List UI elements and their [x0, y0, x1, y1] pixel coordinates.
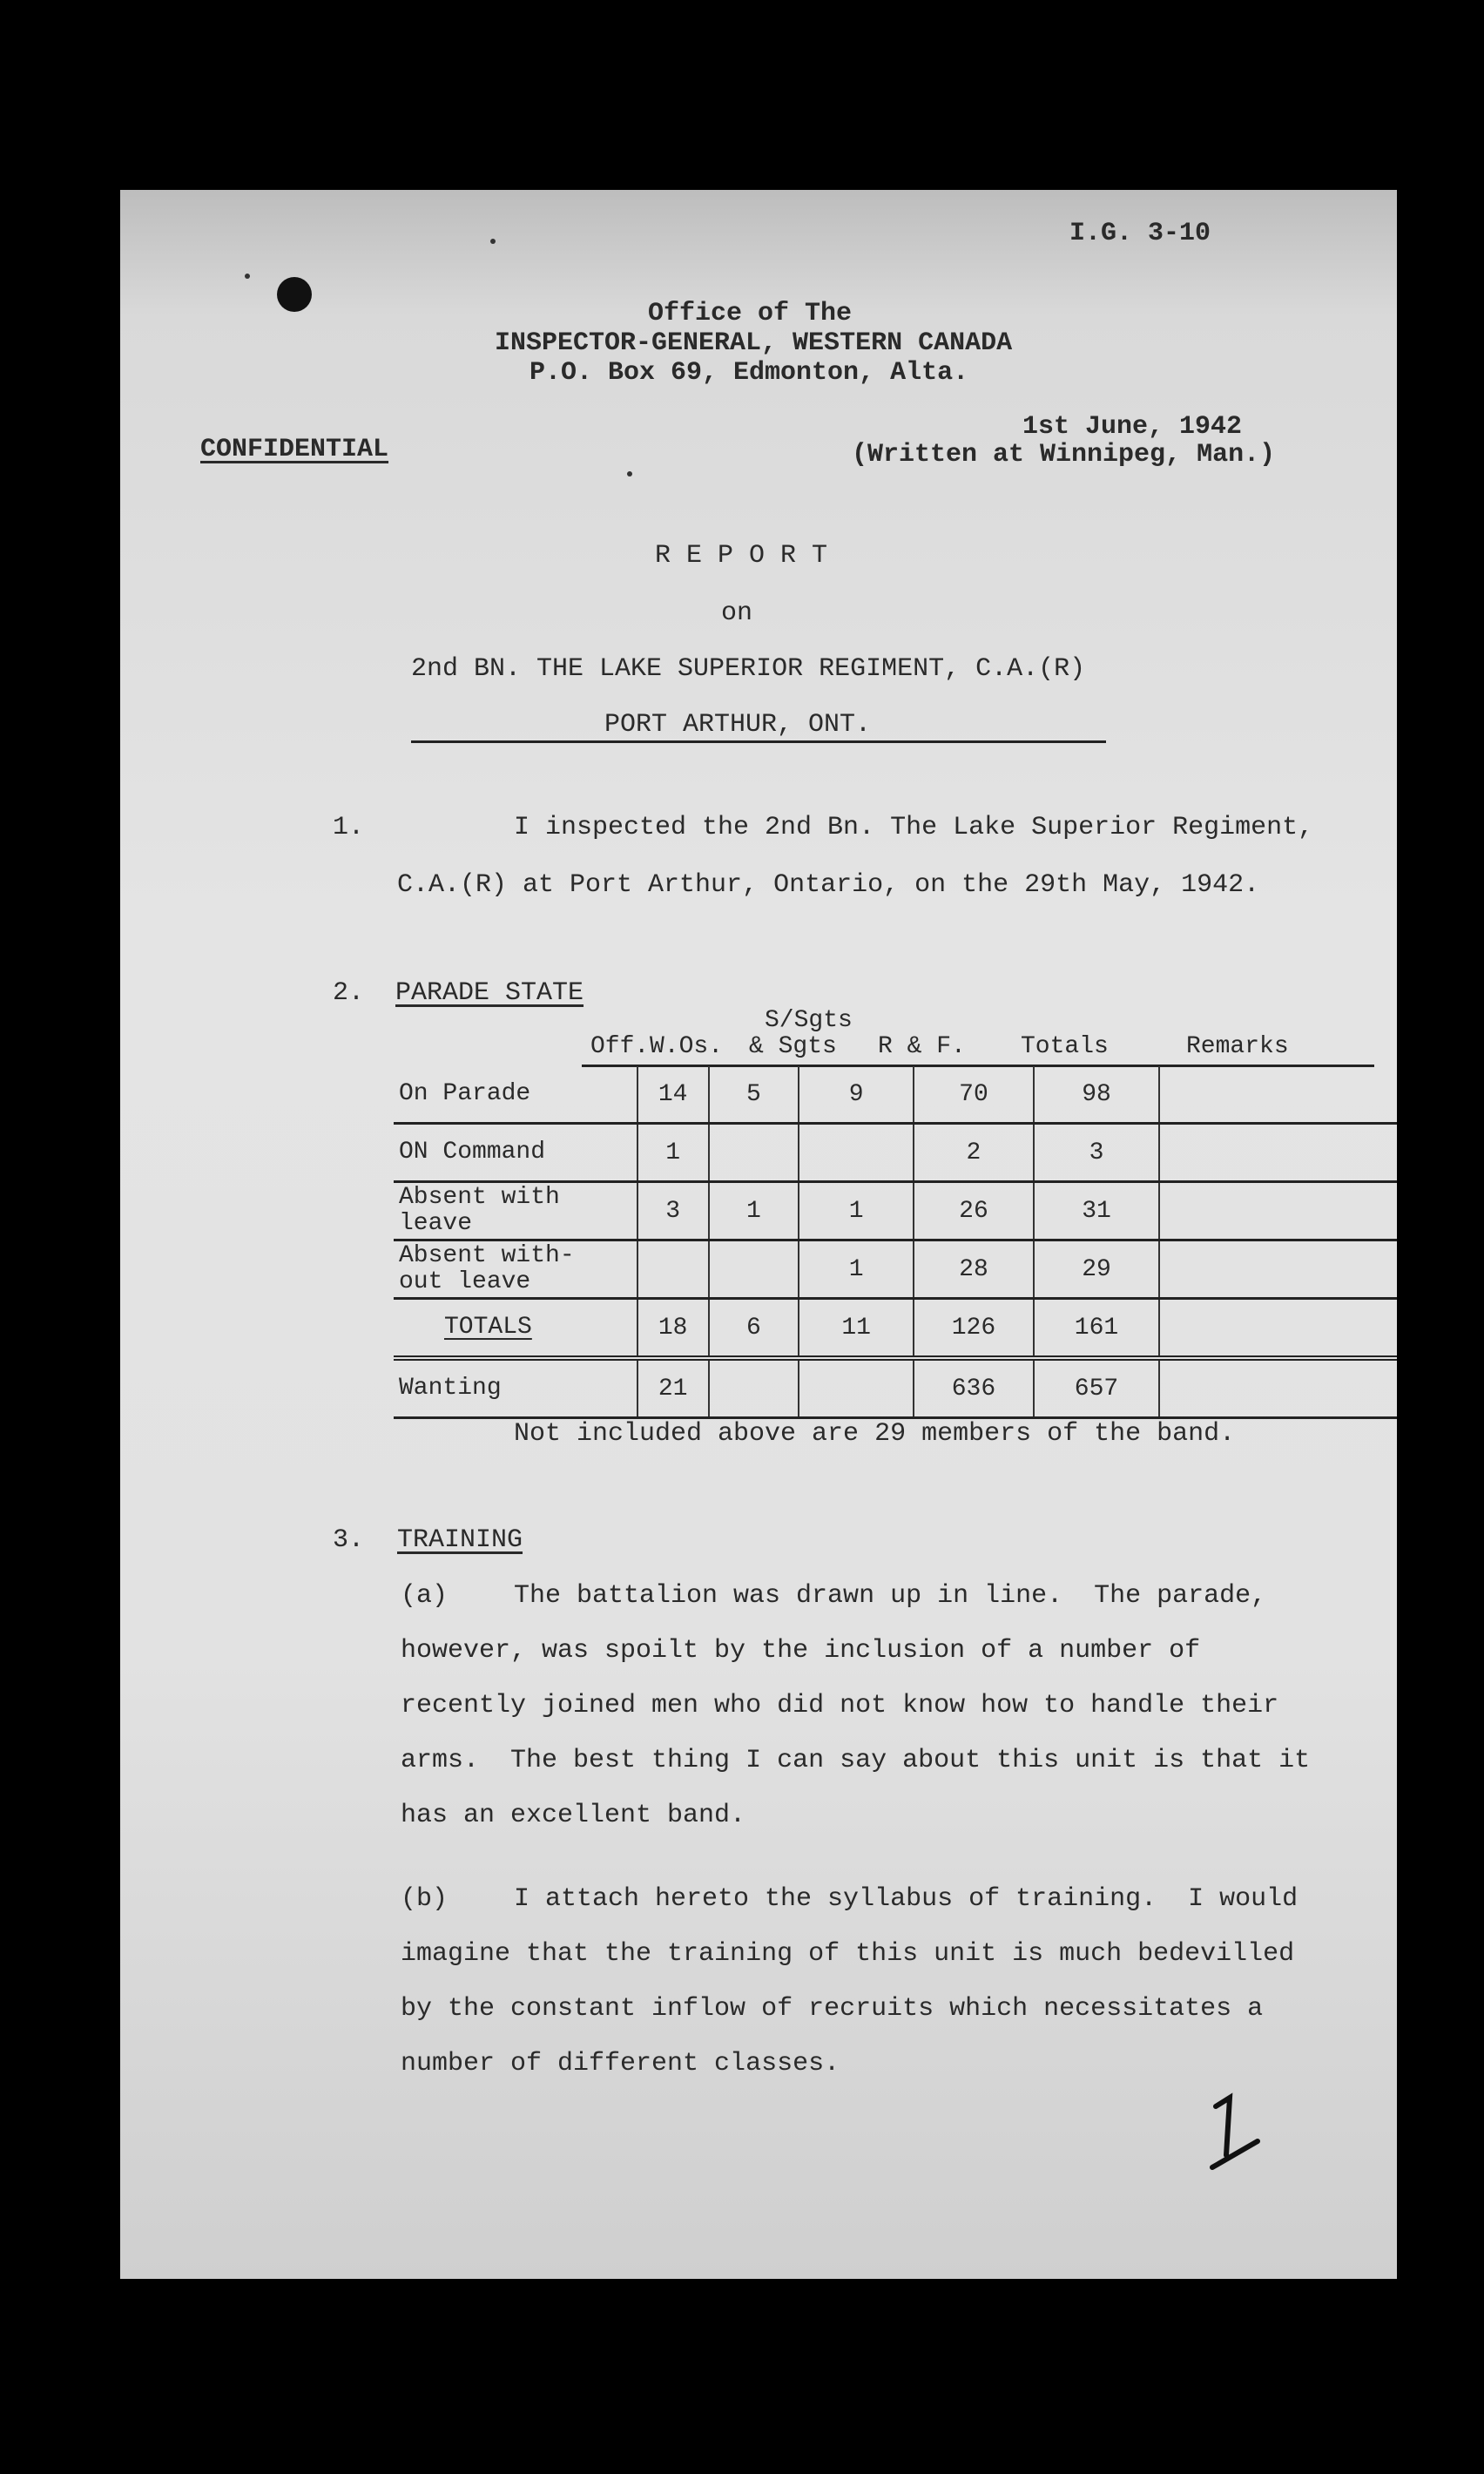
para-a-line: arms. The best thing I can say about this unit is that it: [401, 1746, 1311, 1775]
report-date: 1st June, 1942: [1022, 412, 1243, 442]
cell-wos: 5: [709, 1066, 799, 1124]
unit-name: 2nd BN. THE LAKE SUPERIOR REGIMENT, C.A.(R): [411, 654, 1086, 684]
cell-rf: 126: [914, 1299, 1033, 1359]
totals-label: TOTALS: [444, 1314, 532, 1341]
cell-remarks: [1159, 1299, 1397, 1359]
section-1-number: 1.: [333, 813, 365, 842]
written-at: (Written at Winnipeg, Man.): [852, 440, 1276, 470]
col-header-totals: Totals: [1021, 1033, 1109, 1060]
cell-totals: 31: [1034, 1182, 1160, 1240]
col-header-remarks: Remarks: [1186, 1033, 1289, 1060]
para-b-line: I attach hereto the syllabus of training. I would: [514, 1884, 1298, 1914]
cell-sgts: 11: [799, 1299, 914, 1359]
cell-off: 21: [637, 1358, 709, 1418]
office-line-2: INSPECTOR-GENERAL, WESTERN CANADA: [495, 328, 1013, 358]
row-label: Absent with leave: [394, 1182, 637, 1240]
table-row-totals: [394, 1299, 1397, 1359]
punch-hole: [277, 277, 312, 312]
cell-totals: 98: [1034, 1066, 1160, 1124]
cell-wos: 1: [709, 1182, 799, 1240]
ink-speck: [490, 239, 496, 244]
cell-remarks: [1159, 1358, 1397, 1418]
cell-remarks: [1159, 1124, 1397, 1182]
cell-sgts: [799, 1124, 914, 1182]
col-header-off: Off.: [590, 1033, 650, 1060]
col-header-sgts-bottom: & Sgts: [749, 1033, 837, 1060]
ink-speck: [245, 274, 250, 279]
cell-remarks: [1159, 1182, 1397, 1240]
cell-rf: 2: [914, 1124, 1033, 1182]
row-label: Absent with- out leave: [394, 1240, 637, 1299]
section-3-number: 3.: [333, 1525, 365, 1555]
section-1-line-2: C.A.(R) at Port Arthur, Ontario, on the 29th May, 1942.: [397, 870, 1260, 900]
para-b-line: by the constant inflow of recruits which necessitates a: [401, 1994, 1264, 2024]
cell-wos: 6: [709, 1299, 799, 1359]
cell-sgts: 9: [799, 1066, 914, 1124]
para-a-line: recently joined men who did not know how to handle their: [401, 1691, 1279, 1720]
cell-rf: 636: [914, 1358, 1033, 1418]
para-b-line: imagine that the training of this unit is much bedevilled: [401, 1939, 1295, 1969]
office-line-1: Office of The: [648, 299, 853, 328]
report-title: R E P O R T: [655, 541, 828, 571]
cell-off: 18: [637, 1299, 709, 1359]
table-row: [394, 1240, 1397, 1299]
cell-remarks: [1159, 1066, 1397, 1124]
report-on: on: [721, 598, 753, 628]
col-header-sgts-top: S/Sgts: [765, 1007, 853, 1034]
training-heading: TRAINING: [397, 1525, 523, 1555]
table-row: [394, 1066, 1397, 1124]
unit-location: PORT ARTHUR, ONT.: [604, 710, 872, 740]
para-b-line: number of different classes.: [401, 2049, 840, 2079]
row-label: [394, 1299, 637, 1359]
table-row: [394, 1124, 1397, 1182]
cell-totals: 657: [1034, 1358, 1160, 1418]
ink-speck: [627, 471, 632, 477]
cell-off: [637, 1240, 709, 1299]
reference-number: I.G. 3-10: [1069, 219, 1211, 248]
cell-wos: [709, 1124, 799, 1182]
document-page: [120, 190, 1397, 2279]
section-1-line-1: I inspected the 2nd Bn. The Lake Superior Regiment,: [514, 813, 1314, 842]
cell-totals: 3: [1034, 1124, 1160, 1182]
parade-state-table: [394, 1066, 1397, 1419]
section-2-number: 2.: [333, 978, 365, 1008]
cell-sgts: 1: [799, 1240, 914, 1299]
cell-totals: 161: [1034, 1299, 1160, 1359]
col-header-rf: R & F.: [878, 1033, 966, 1060]
title-underline: [411, 740, 1106, 743]
row-label: ON Command: [394, 1124, 637, 1182]
col-header-wos: W.Os.: [650, 1033, 724, 1060]
confidential-label: CONFIDENTIAL: [200, 435, 389, 464]
cell-off: 14: [637, 1066, 709, 1124]
cell-rf: 70: [914, 1066, 1033, 1124]
row-label: Wanting: [394, 1358, 637, 1418]
para-a-label: (a): [401, 1581, 449, 1611]
table-row: [394, 1358, 1397, 1418]
cell-off: 1: [637, 1124, 709, 1182]
cell-off: 3: [637, 1182, 709, 1240]
cell-totals: 29: [1034, 1240, 1160, 1299]
handwritten-page-mark: [1200, 2087, 1270, 2183]
para-a-line: however, was spoilt by the inclusion of a number of: [401, 1636, 1201, 1666]
para-b-label: (b): [401, 1884, 449, 1914]
cell-rf: 26: [914, 1182, 1033, 1240]
cell-wos: [709, 1240, 799, 1299]
cell-sgts: 1: [799, 1182, 914, 1240]
para-a-line: The battalion was drawn up in line. The parade,: [514, 1581, 1267, 1611]
office-line-3: P.O. Box 69, Edmonton, Alta.: [530, 358, 969, 388]
cell-remarks: [1159, 1240, 1397, 1299]
table-row: [394, 1182, 1397, 1240]
row-label: On Parade: [394, 1066, 637, 1124]
parade-note: Not included above are 29 members of the band.: [514, 1419, 1236, 1449]
para-a-line: has an excellent band.: [401, 1801, 746, 1830]
parade-state-heading: PARADE STATE: [395, 978, 584, 1008]
cell-wos: [709, 1358, 799, 1418]
cell-sgts: [799, 1358, 914, 1418]
cell-rf: 28: [914, 1240, 1033, 1299]
